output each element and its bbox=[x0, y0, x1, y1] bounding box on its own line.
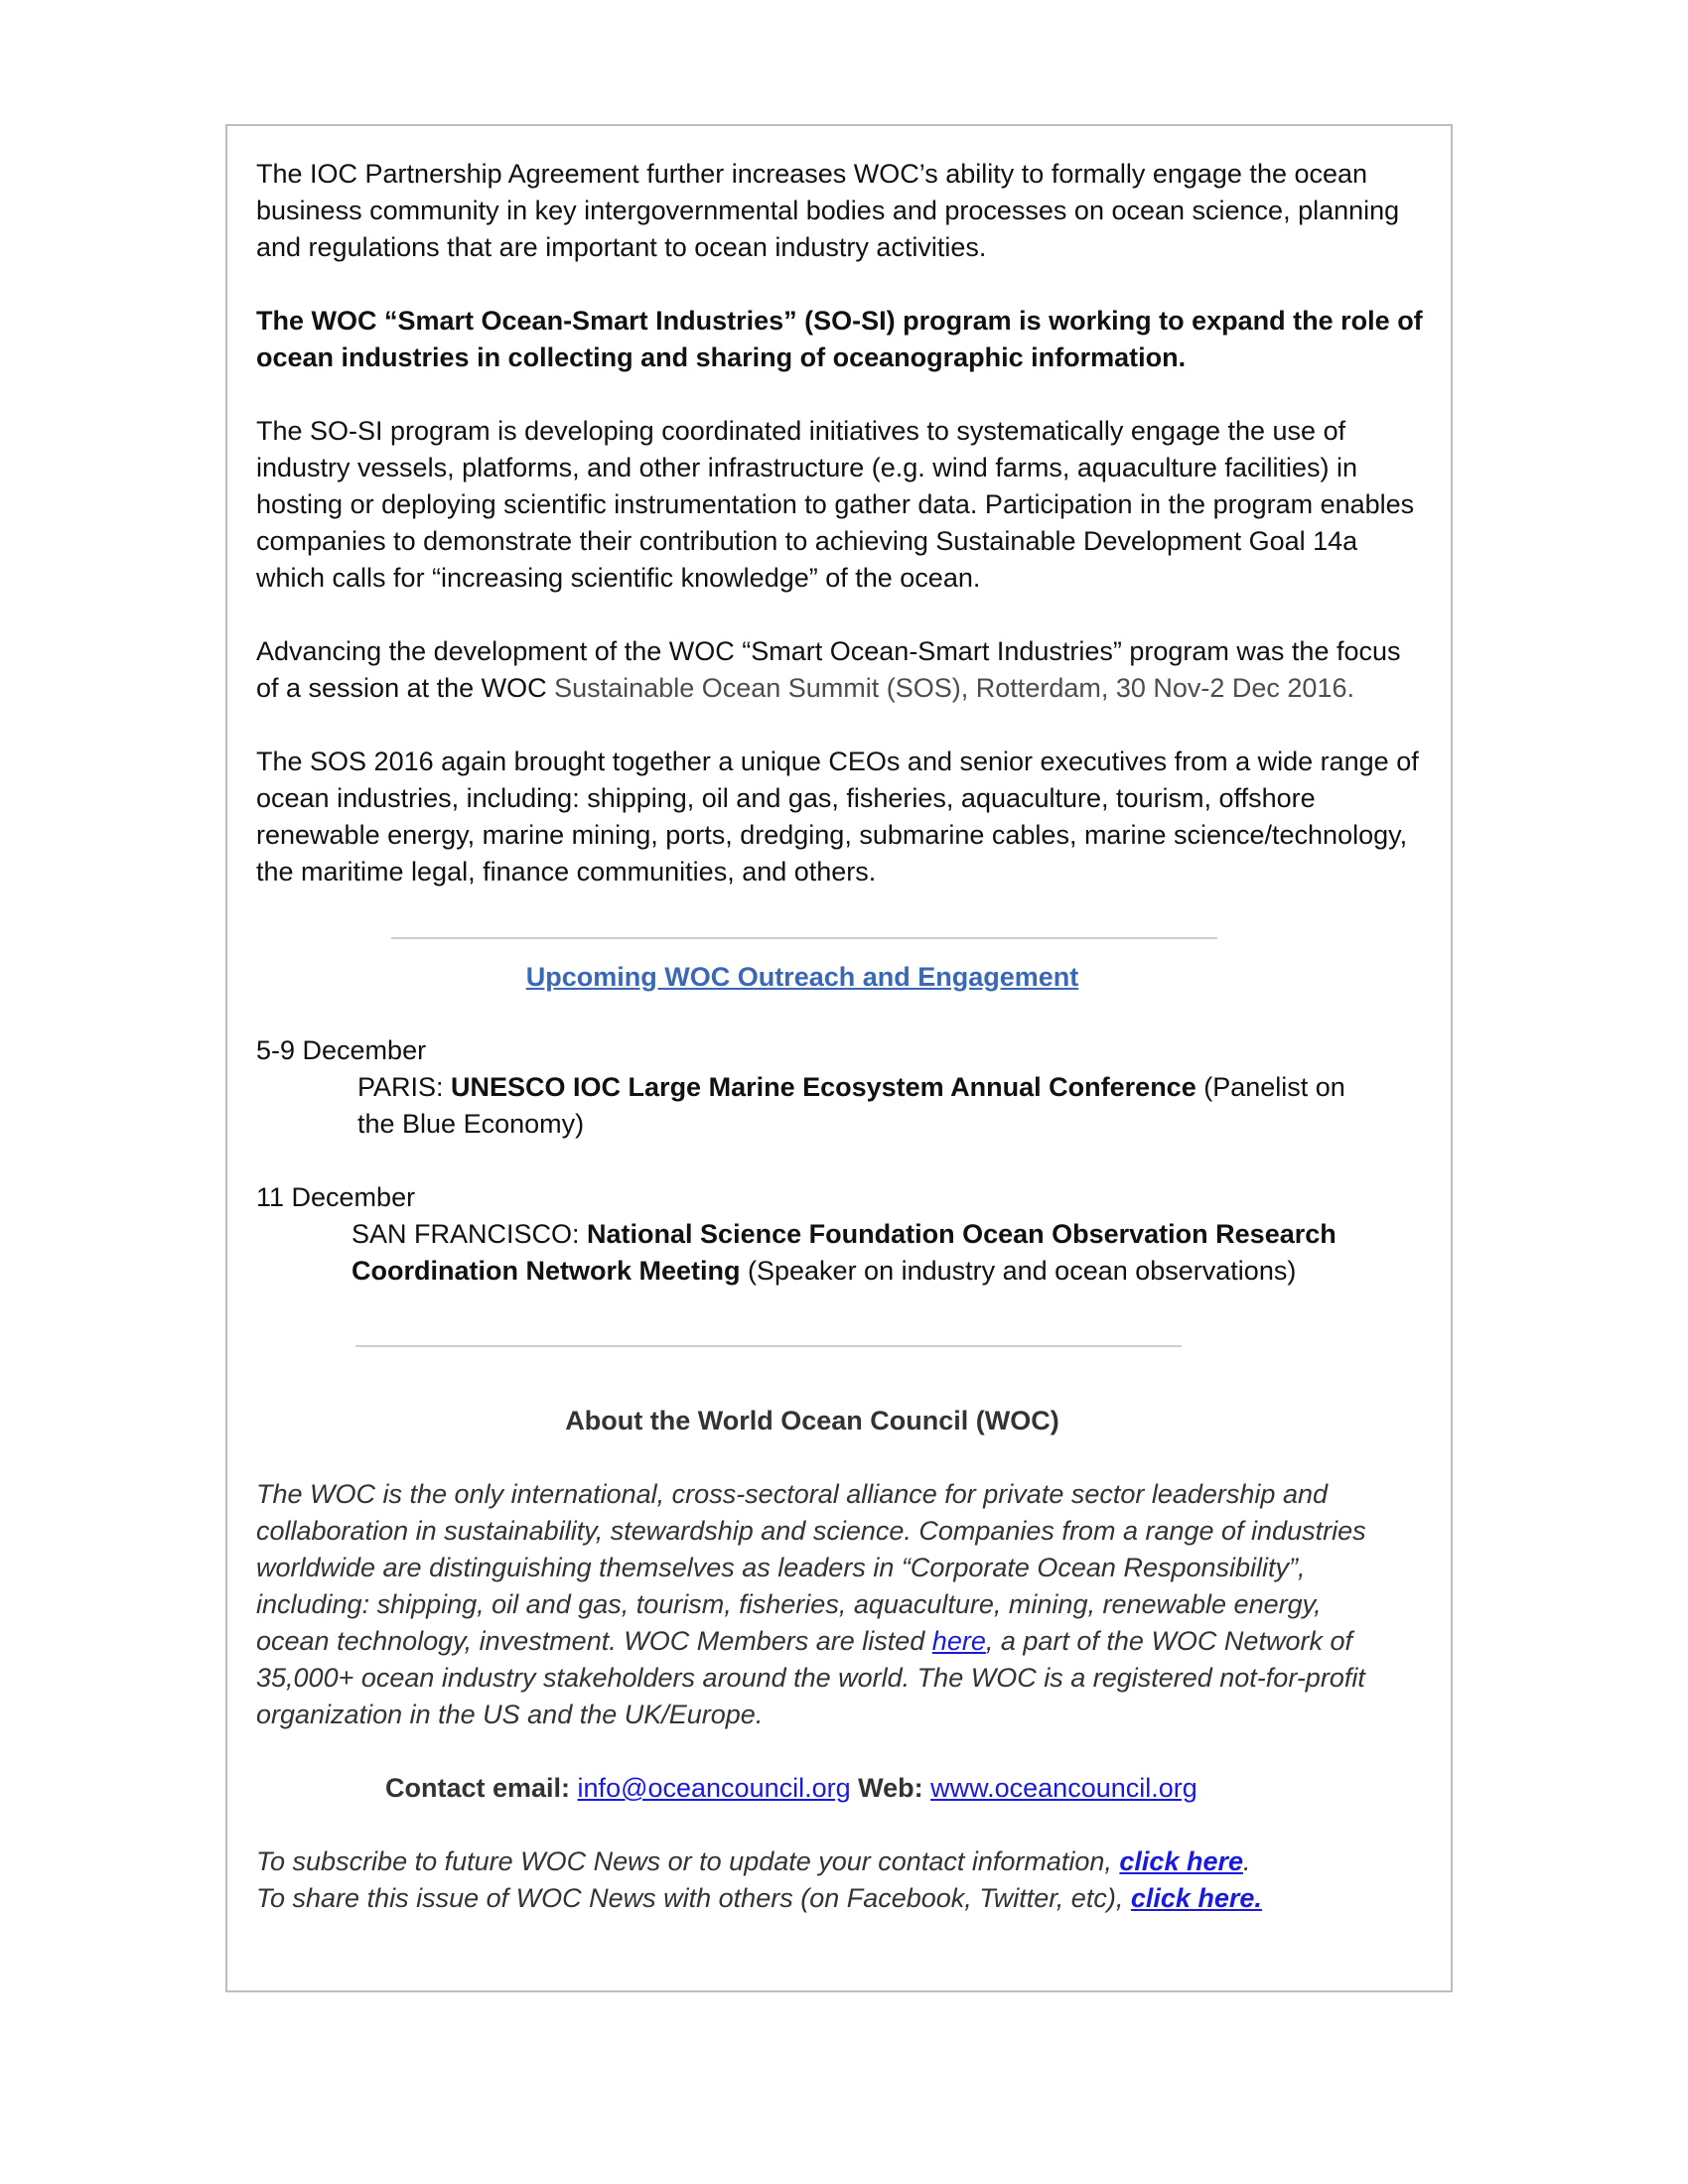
subscribe-line bbox=[256, 1843, 1428, 1880]
members-here-link[interactable]: here bbox=[931, 1626, 986, 1656]
outreach-title bbox=[256, 959, 1348, 996]
newsletter-content bbox=[256, 156, 1428, 1917]
share-click-here-link[interactable]: click here. bbox=[1130, 1883, 1262, 1913]
so-si-headline: The WOC “Smart Ocean-Smart Industries” (SO-SI) program is working to expand the role of ocean industries in collecting and sharing of oceanographic information. bbox=[256, 306, 1423, 372]
event-paris bbox=[256, 1069, 1350, 1143]
event-sf-name: National Science Foundation Ocean Observation Research Coordination Network Meeting bbox=[352, 1219, 1336, 1286]
event-date-san-francisco: 11 December bbox=[256, 1182, 416, 1212]
subscribe-text: To subscribe to future WOC News or to update your contact information, bbox=[256, 1846, 1120, 1876]
subscribe-period: . bbox=[1243, 1846, 1251, 1876]
contact-web-label: Web: bbox=[850, 1773, 931, 1803]
event-paris-city: PARIS: bbox=[357, 1072, 452, 1102]
event-sf-city: SAN FRANCISCO: bbox=[352, 1219, 588, 1249]
about-text-before: The WOC is the only international, cross-sectoral alliance for private sector leadership and collaboration in sustainability, stewardship and science. Companies from a range of industries worldwide are distinguishing themselves as leaders in “Corporate Ocean Responsibility”, including: shipping, oil and gas, tourism, fisheries, aquaculture, mining, renewable energy, ocean technology, investment. WOC Members are listed bbox=[256, 1479, 1366, 1656]
website-link[interactable]: www.oceancouncil.org bbox=[930, 1773, 1197, 1803]
sos-session-text: Advancing the development of the WOC “Smart Ocean-Smart Industries” program was the focus of a session at the WOC bbox=[256, 636, 1401, 703]
so-si-description-paragraph: The SO-SI program is developing coordinated initiatives to systematically engage the use of industry vessels, platforms, and other infrastructure (e.g. wind farms, aquaculture facilities) in hosting or deploying scientific instrumentation to gather data. Participation in the program enables companies to demonstrate their contribution to achieving Sustainable Development Goal 14a which calls for “increasing scientific knowledge” of the ocean. bbox=[256, 416, 1415, 593]
ioc-partnership-paragraph: The IOC Partnership Agreement further increases WOC’s ability to formally engage the ocean business community in key intergovernmental bodies and processes on ocean science, planning and regulations that are important to ocean industry activities. bbox=[256, 159, 1400, 262]
divider-bottom bbox=[355, 1345, 1182, 1347]
sos-session-paragraph bbox=[256, 633, 1428, 707]
sos-summit-reference: Sustainable Ocean Summit (SOS), Rotterdam, 30 Nov-2 Dec 2016. bbox=[554, 673, 1354, 703]
about-paragraph bbox=[256, 1476, 1378, 1733]
contact-line bbox=[256, 1770, 1428, 1807]
event-san-francisco bbox=[256, 1216, 1394, 1290]
divider-top bbox=[391, 937, 1217, 939]
subscribe-click-here-link[interactable]: click here bbox=[1119, 1846, 1243, 1876]
subscribe-block bbox=[256, 1843, 1428, 1917]
outreach-title-link[interactable]: Upcoming WOC Outreach and Engagement bbox=[525, 962, 1079, 992]
event-date-paris: 5-9 December bbox=[256, 1035, 427, 1065]
contact-email-link[interactable]: info@oceancouncil.org bbox=[577, 1773, 851, 1803]
about-text-after: , a part of the WOC Network of 35,000+ ocean industry stakeholders around the world. The WOC is a registered not-for-profit organization in the US and the UK/Europe. bbox=[256, 1626, 1365, 1729]
share-line bbox=[256, 1880, 1428, 1917]
event-paris-name: UNESCO IOC Large Marine Ecosystem Annual Conference bbox=[451, 1072, 1196, 1102]
contact-email-label: Contact email: bbox=[385, 1773, 578, 1803]
event-paris-note: (Panelist on the Blue Economy) bbox=[357, 1072, 1345, 1139]
share-text: To share this issue of WOC News with others (on Facebook, Twitter, etc), bbox=[256, 1883, 1131, 1913]
about-title: About the World Ocean Council (WOC) bbox=[565, 1406, 1059, 1435]
sos-2016-paragraph: The SOS 2016 again brought together a unique CEOs and senior executives from a wide range of ocean industries, including: shipping, oil and gas, fisheries, aquaculture, tourism, offshore renewable energy, marine mining, ports, dredging, submarine cables, marine science/technology, the maritime legal, finance communities, and others. bbox=[256, 747, 1419, 887]
event-sf-note: (Speaker on industry and ocean observations) bbox=[740, 1256, 1297, 1286]
